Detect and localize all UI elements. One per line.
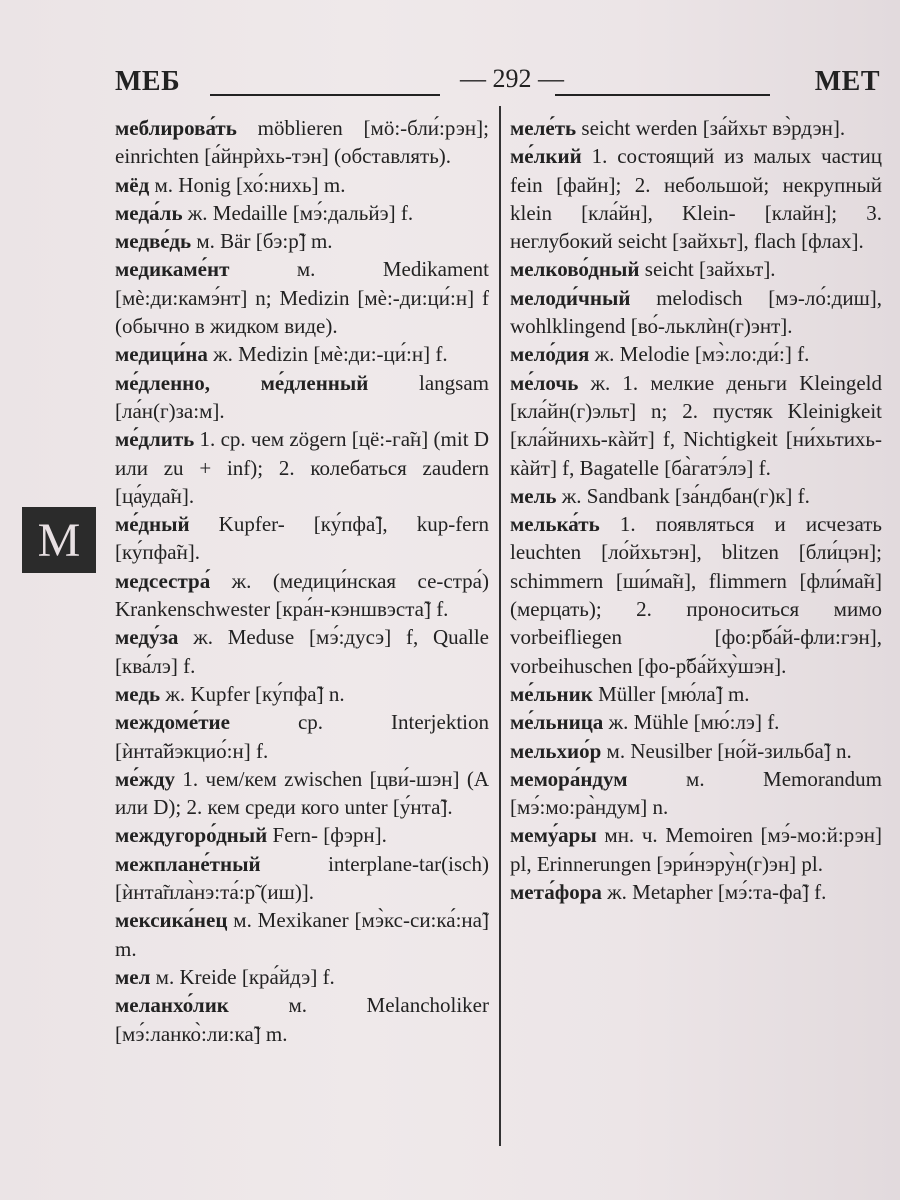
headword: мело́дия — [510, 342, 590, 367]
headword: ме́длить — [115, 427, 195, 452]
dictionary-entry — [510, 821, 882, 878]
entry-definition: ж. Metapher [мэ́:та-фа̃] f. — [601, 880, 827, 905]
dictionary-entry — [115, 708, 489, 765]
entry-definition: 1. состоящий из малых частиц fein [файн]; 2. небольшой; некрупный klein [кла́йн], Klein- [клайн]; 3. неглубокий seicht [зайхьт], flach [флах]. — [510, 144, 882, 254]
entry-definition: м. Bär [бэ:р̃] m. — [191, 229, 333, 254]
dictionary-entry — [115, 680, 489, 708]
entry-definition: м. Mexikaner [мэ̀кс-си:ка́:на̃] m. — [115, 908, 489, 961]
headword: меблирова́ть — [115, 116, 237, 140]
entry-definition: ж. Medizin [мѐ:ди:-ци́:н] f. — [207, 342, 448, 367]
dictionary-entry — [510, 369, 882, 482]
entry-definition: 1. чем/кем zwischen [цви́-шэн] (A или D); 2. кем среди кого unter [у́нта̃]. — [115, 766, 489, 820]
dictionary-entry — [115, 623, 489, 680]
entry-definition: möblieren [мӧ:-бли́:рэн]; einrichten [а́йнрѝхь-тэн] (обставлять). — [115, 116, 489, 169]
dictionary-entry — [115, 340, 489, 368]
left-column — [115, 114, 489, 1048]
dictionary-entry — [510, 142, 882, 255]
headword: медь — [115, 681, 161, 706]
entry-definition: ж. Melodie [мэ̀:ло:ди́:] f. — [589, 342, 810, 367]
headword: медици́на — [115, 342, 208, 367]
entry-definition: Kupfer- [ку́пфа̃], kup-fern [ку́пфа̃н]. — [115, 512, 489, 565]
headword: ме́лочь — [510, 370, 579, 395]
entry-definition: м. Neusilber [но́й-зильба̃] n. — [601, 738, 852, 763]
entry-definition: ж. Mühle [мю́:лэ] f. — [603, 710, 780, 735]
dictionary-entry — [510, 680, 882, 708]
dictionary-entry — [115, 199, 489, 227]
dictionary-entry — [115, 227, 489, 255]
dictionary-entry — [115, 114, 489, 171]
headword: ме́лкий — [510, 144, 582, 169]
entry-definition: ж. 1. мелкие деньги Kleingeld [кла́йн(г)эльт] n; 2. пустяк Kleinigkeit [кла́йнихь-кàйт] f, Nichtigkeit [ни́хьтихь-кàйт] f, Bagatelle [ба̀гатэ́лэ] f. — [510, 370, 882, 480]
entry-definition: ж. Kupfer [ку́пфа̃] n. — [160, 681, 345, 706]
page-header — [115, 62, 880, 102]
dictionary-entry — [510, 510, 882, 680]
entry-definition: м. Medikament [мѐ:ди:камэ́нт] n; Medizin [мѐ:-ди:ци́:н] f (обычно в жидком виде). — [115, 257, 489, 339]
dictionary-entry — [510, 878, 882, 906]
headword: мельхио́р — [510, 738, 602, 763]
headword: меланхо́лик — [115, 993, 229, 1018]
headword: мел — [115, 964, 151, 989]
dictionary-entry — [115, 567, 489, 624]
dictionary-entry — [510, 765, 882, 822]
headword: ме́дленно, ме́дленный — [115, 370, 369, 395]
headword: мелково́дный — [510, 257, 640, 282]
dictionary-entry — [115, 850, 489, 907]
entry-definition: interplane-tar(isch) [ѝнта̃пла̀нэ:та́:р̃ (иш)]. — [115, 851, 489, 905]
dictionary-entry — [510, 708, 882, 736]
header-rule — [210, 94, 440, 96]
dictionary-entry — [115, 765, 489, 822]
right-guide-word: МЕТ — [814, 66, 880, 97]
headword: мелоди́чный — [510, 285, 631, 310]
headword: мелька́ть — [510, 512, 600, 537]
headword: ме́льница — [510, 710, 604, 735]
dictionary-entry — [510, 255, 882, 283]
dictionary-entry — [510, 737, 882, 765]
dictionary-entry — [510, 340, 882, 368]
headword: меда́ль — [115, 200, 183, 225]
entry-definition: м. Melancholiker [мэ́:ланко̀:ли:ка̃] m. — [115, 993, 489, 1046]
dictionary-entry — [115, 510, 489, 567]
headword: ме́льник — [510, 681, 593, 706]
dictionary-entry — [115, 991, 489, 1048]
entry-definition: м. Memorandum [мэ́:мо:ра̀ндум] n. — [510, 766, 882, 820]
headword: ме́жду — [115, 766, 175, 791]
entry-definition: 1. появляться и исчезать leuchten [ло́йхьтэн], blitzen [бли́цэн]; schimmern [ши́ма̃н], flimmern [фли́ма̃н] (мерцать); 2. проноситься мимо vorbeifliegen [фо:р̃ба́й-фли:гэн], vorbeihuschen [фо-р̃ба́йху̀шэн]. — [510, 512, 882, 678]
left-guide-word: МЕБ — [115, 66, 181, 97]
page-number: — 292 — — [460, 64, 564, 93]
dictionary-entry — [510, 114, 882, 142]
thumb-index-tab: M — [22, 507, 96, 573]
headword: междоме́тие — [115, 710, 230, 735]
entry-definition: мн. ч. Memoiren [мэ́-мо:й:рэн] pl, Erinnerungen [эри́нэру̀н(г)эн] pl. — [510, 823, 882, 876]
entry-definition: м. Honig [хо́:нихь] m. — [149, 172, 346, 197]
column-divider — [499, 106, 501, 1146]
headword: мексика́нец — [115, 908, 228, 933]
headword: меле́ть — [510, 116, 577, 140]
headword: ме́дный — [115, 512, 190, 537]
headword: медикаме́нт — [115, 257, 230, 282]
header-rule-right — [555, 94, 770, 96]
entry-definition: ж. (медици́нская се-стра́) Krankenschwester [кра́н-кэншвэста̃] f. — [115, 568, 489, 622]
entry-definition: seicht werden [за́йхьт вэ̀рдэн]. — [576, 116, 846, 140]
dictionary-entry — [510, 482, 882, 510]
dictionary-entry — [115, 906, 489, 963]
entry-definition: Müller [мю́ла̃] m. — [592, 681, 750, 706]
headword: медсестра́ — [115, 568, 211, 593]
dictionary-entry — [115, 171, 489, 199]
headword: мёд — [115, 172, 150, 197]
headword: мемора́ндум — [510, 766, 628, 791]
dictionary-entry — [115, 425, 489, 510]
dictionary-entry — [115, 821, 489, 849]
entry-definition: Fern- [фэрн]. — [267, 823, 387, 848]
entry-definition: langsam [ла́н(г)за:м]. — [115, 370, 489, 423]
entry-definition: ср. Interjektion [ѝнта̃йэкцио́:н] f. — [115, 710, 489, 763]
dictionary-entry — [115, 963, 489, 991]
headword: мель — [510, 483, 557, 508]
entry-definition: м. Kreide [кра́йдэ] f. — [150, 964, 335, 989]
headword: межплане́тный — [115, 851, 261, 876]
dictionary-entry — [510, 284, 882, 341]
headword: меду́за — [115, 625, 179, 650]
entry-definition: ж. Medaille [мэ́:дальйэ] f. — [182, 200, 414, 225]
entry-definition: 1. ср. чем zögern [цё:-га̃н] (mit D или zu + inf); 2. колебаться zaudern [ца́уда̃н]. — [115, 427, 489, 508]
headword: медве́дь — [115, 229, 192, 254]
headword: междугоро́дный — [115, 823, 268, 848]
entry-definition: seicht [зайхьт]. — [639, 257, 776, 282]
headword: мему́ары — [510, 823, 597, 848]
dictionary-entry — [115, 369, 489, 426]
entry-definition: melodisch [мэ-ло́:диш], wohlklingend [во́-льклѝн(г)энт]. — [510, 285, 882, 339]
dictionary-entry — [115, 255, 489, 340]
entry-definition: ж. Meduse [мэ́:дусэ] f, Qualle [ква́лэ] f. — [115, 625, 489, 678]
right-column — [510, 114, 882, 906]
entry-definition: ж. Sandbank [за́ндбан(г)к] f. — [556, 483, 810, 508]
headword: мета́фора — [510, 880, 602, 905]
